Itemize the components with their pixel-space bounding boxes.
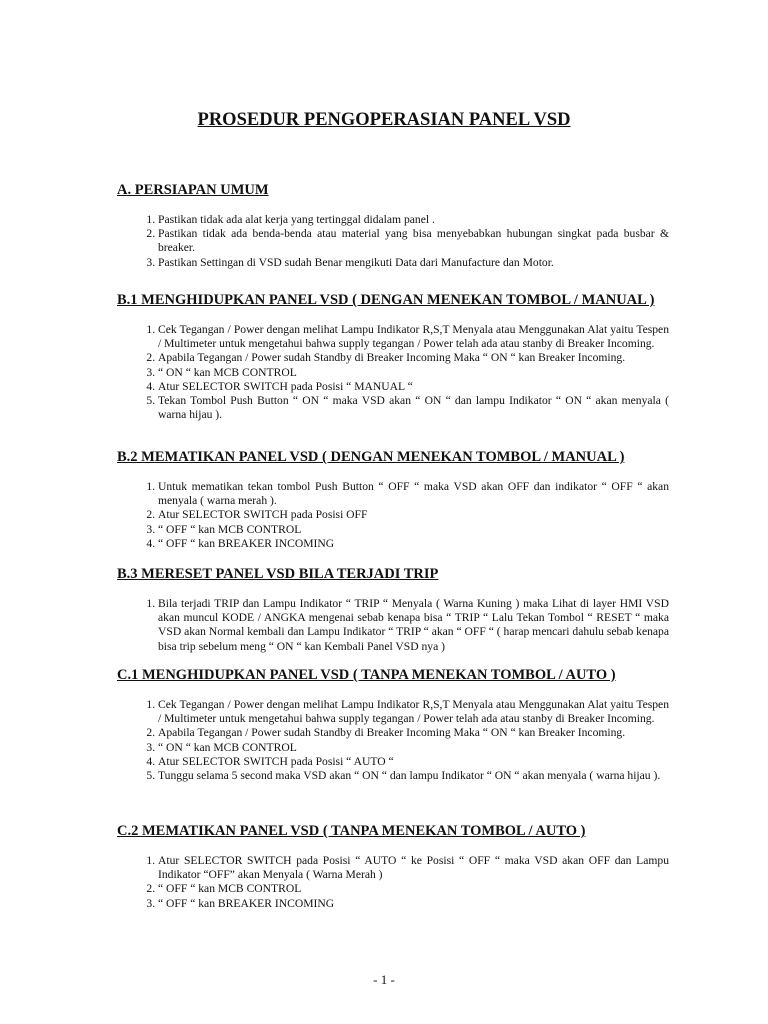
list-item: 3. Pastikan Settingan di VSD sudah Benar mengikuti Data dari Manufacture dan Motor. [158,256,669,270]
list-item: 3. “ ON “ kan MCB CONTROL [158,366,669,380]
section-b2-mematikan-manual [117,449,669,551]
section-heading: A. PERSIAPAN UMUM [117,182,269,198]
page-title: PROSEDUR PENGOPERASIAN PANEL VSD [197,110,571,130]
list-item: 5. Tekan Tombol Push Button “ ON “ maka VSD akan “ ON “ dan lampu Indikator “ ON “ akan menyala ( warna hijau ). [158,394,669,422]
list-item: 2. Pastikan tidak ada benda-benda atau material yang bisa menyebabkan hubungan singkat pada busbar & breaker. [158,227,669,255]
list-item: 1. Cek Tegangan / Power dengan melihat Lampu Indikator R,S,T Menyala atau Menggunakan Alat yaitu Tespen / Multimeter untuk mengetahui bahwa supply tegangan / Power telah ada atau stanby di Breaker Incoming. [158,323,669,351]
procedure-list [117,854,669,911]
list-item: 3. “ OFF “ kan BREAKER INCOMING [158,897,669,911]
list-item: 2. Apabila Tegangan / Power sudah Standby di Breaker Incoming Maka “ ON “ kan Breaker Incoming. [158,351,669,365]
procedure-list [117,323,669,422]
section-heading: C.2 MEMATIKAN PANEL VSD ( TANPA MENEKAN TOMBOL / AUTO ) [117,823,586,839]
list-item: 2. Atur SELECTOR SWITCH pada Posisi OFF [158,508,669,522]
procedure-list [117,698,669,783]
list-item: 4. Atur SELECTOR SWITCH pada Posisi “ MANUAL “ [158,380,669,394]
list-item: 5. Tunggu selama 5 second maka VSD akan “ ON “ dan lampu Indikator “ ON “ akan menyala ( warna hijau ). [158,769,669,783]
list-item: 1. Bila terjadi TRIP dan Lampu Indikator “ TRIP “ Menyala ( Warna Kuning ) maka Lihat di layer HMI VSD akan muncul KODE / ANGKA mengenai sebab kenapa bisa “ TRIP “ Lalu Tekan Tombol “ RESET “ maka VSD akan Normal kembali dan Lampu Indikator “ TRIP “ akan “ OFF “ ( harap mencari dahulu sebab kenapa bisa trip sebelum meng “ ON “ kan Kembali Panel VSD nya ) [158,597,669,654]
procedure-list [117,213,669,270]
list-item: 4. “ OFF “ kan BREAKER INCOMING [158,537,669,551]
page-number: - 1 - [373,972,395,987]
section-a-persiapan-umum [117,182,669,270]
list-item: 1. Cek Tegangan / Power dengan melihat Lampu Indikator R,S,T Menyala atau Menggunakan Alat yaitu Tespen / Multimeter untuk mengetahui bahwa supply tegangan / Power telah ada atau stanby di Breaker Incoming. [158,698,669,726]
list-item: 2. “ OFF “ kan MCB CONTROL [158,882,669,896]
procedure-list [117,480,669,551]
list-item: 1. Pastikan tidak ada alat kerja yang tertinggal didalam panel . [158,213,669,227]
list-item: 3. “ OFF “ kan MCB CONTROL [158,523,669,537]
section-heading: B.2 MEMATIKAN PANEL VSD ( DENGAN MENEKAN TOMBOL / MANUAL ) [117,449,625,465]
section-b3-mereset-trip [117,566,669,654]
list-item: 1. Untuk mematikan tekan tombol Push Button “ OFF “ maka VSD akan OFF dan indikator “ OFF “ akan menyala ( warna merah ). [158,480,669,508]
section-heading: B.3 MERESET PANEL VSD BILA TERJADI TRIP [117,566,439,582]
list-item: 1. Atur SELECTOR SWITCH pada Posisi “ AUTO “ ke Posisi “ OFF “ maka VSD akan OFF dan Lampu Indikator “OFF” akan Menyala ( Warna Merah ) [158,854,669,882]
list-item: 2. Apabila Tegangan / Power sudah Standby di Breaker Incoming Maka “ ON “ kan Breaker Incoming. [158,726,669,740]
section-b1-menghidupkan-manual [117,292,669,422]
section-c1-menghidupkan-auto [117,667,669,783]
procedure-list [117,597,669,654]
section-heading: B.1 MENGHIDUPKAN PANEL VSD ( DENGAN MENEKAN TOMBOL / MANUAL ) [117,292,655,308]
list-item: 4. Atur SELECTOR SWITCH pada Posisi “ AUTO “ [158,755,669,769]
section-heading: C.1 MENGHIDUPKAN PANEL VSD ( TANPA MENEKAN TOMBOL / AUTO ) [117,667,616,683]
section-c2-mematikan-auto [117,823,669,911]
list-item: 3. “ ON “ kan MCB CONTROL [158,741,669,755]
